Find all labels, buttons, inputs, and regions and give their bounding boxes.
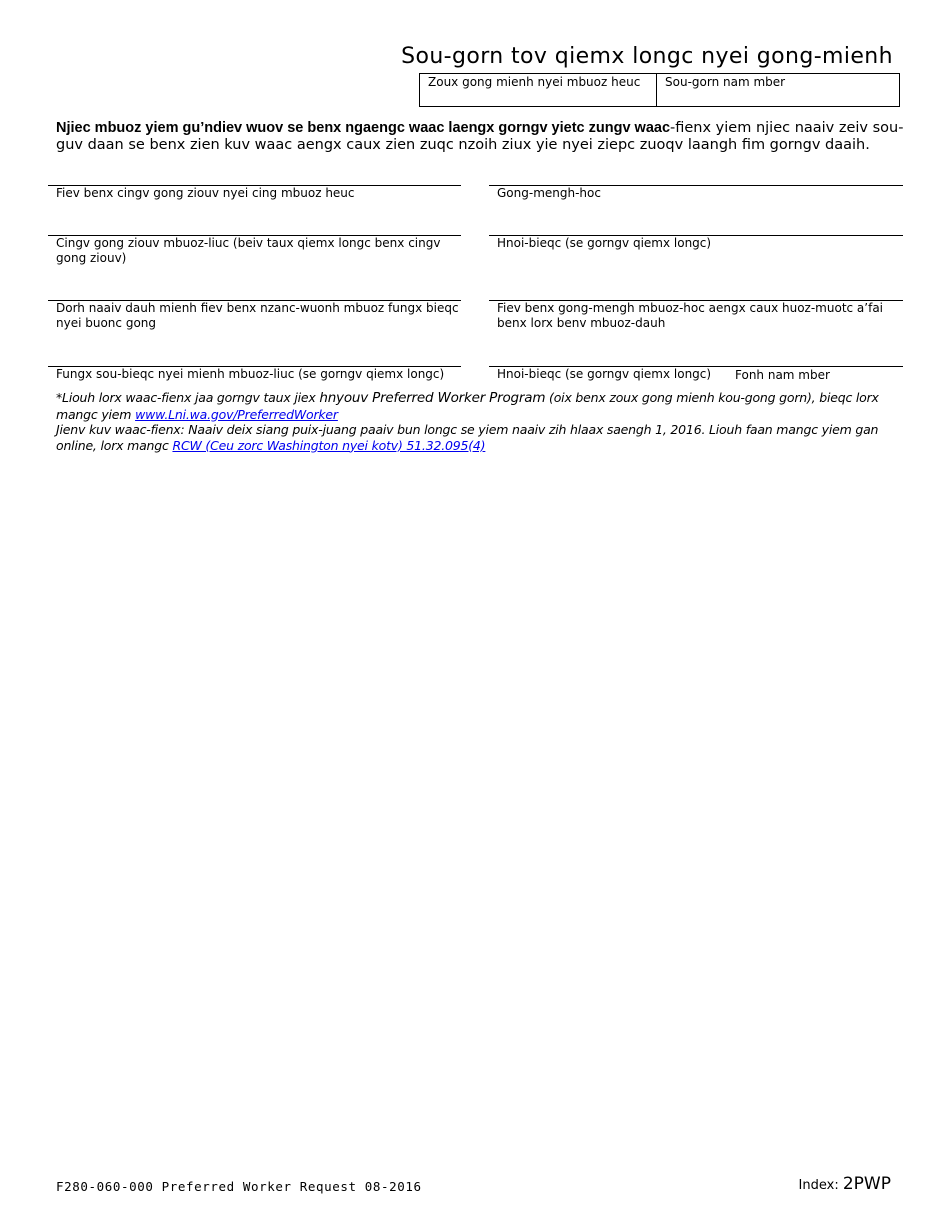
claim-id-box	[419, 73, 900, 107]
phone-number-label: Fonh nam mber	[735, 368, 830, 382]
claim-number-field[interactable]: Sou-gorn nam mber	[665, 75, 786, 89]
employer-name-label: Fiev benx cingv gong ziouv nyei cing mbuoz heuc	[56, 186, 355, 200]
note-program-info	[56, 390, 906, 422]
job-offer-label: Dorh naaiv dauh mienh fiev benx nzanc-wuonh mbuoz fungx bieqc nyei buonc gong	[56, 301, 459, 330]
instructions-rest: -fienx yiem njiec naaiv zeiv sou-guv daan se benx zien kuv waac aengx caux zien zuqc nzoih ziux yie nyei ziepc zuoqv laangh fim gorngv daaih.	[56, 120, 904, 153]
business-address-label: Fiev benx gong-mengh mbuoz-hoc aengx caux huoz-muotc a’fai benx lorx benv mbuoz-dauh	[497, 301, 884, 330]
index-value: 2PWP	[842, 1174, 891, 1194]
note-program-name: hnyouv Preferred Worker Program	[319, 390, 546, 406]
submitter-signature-label: Fungx sou-bieqc nyei mienh mbuoz-liuc (se gorngv qiemx longc)	[56, 367, 445, 381]
date-field-1[interactable]	[489, 235, 903, 300]
form-id: F280-060-000 Preferred Worker Request 08-2016	[56, 1179, 422, 1194]
note-text-a: *Liouh lorx waac-fienx jaa gorngv taux jiex	[56, 390, 320, 405]
claim-name-field[interactable]: Zoux gong mienh nyei mbuoz heuc	[420, 74, 657, 106]
note-text-c: (oix benx zoux gong mienh kou-gong gorn), bieqc lorx mangc yiem	[56, 390, 879, 422]
preferred-worker-link[interactable]: www.Lni.wa.gov/PreferredWorker	[135, 406, 338, 422]
rcw-link[interactable]: RCW (Ceu zorc Washington nyei kotv) 51.32.095(4)	[172, 437, 486, 453]
instructions-bold: Njiec mbuoz yiem gu’ndiev wuov se benx ngaengc waac laengx gorngv yietc zungv waac	[56, 120, 671, 136]
date-label-2: Hnoi-bieqc (se gorngv qiemx longc)	[497, 367, 712, 381]
business-address-field[interactable]	[489, 300, 903, 366]
employer-signature-field[interactable]	[48, 235, 461, 300]
index-label: Index:	[798, 1178, 843, 1193]
job-offer-field[interactable]	[48, 300, 461, 366]
submitter-signature-field[interactable]	[48, 366, 461, 390]
business-name-field[interactable]	[489, 185, 903, 235]
date-field-2[interactable]	[489, 366, 903, 390]
employer-name-field[interactable]	[48, 185, 461, 235]
index-code	[799, 1174, 891, 1194]
date-label-1: Hnoi-bieqc (se gorngv qiemx longc)	[497, 236, 712, 250]
page-title: Sou-gorn tov qiemx longc nyei gong-mienh	[401, 44, 893, 69]
note-legal-text: Jienv kuv waac-fienx: Naaiv deix siang puix-juang paaiv bun longc se yiem naaiv zih hlaax saengh 1, 2016. Liouh faan mangc yiem gan online, lorx mangc	[56, 422, 879, 453]
note-legal-info	[56, 422, 906, 453]
business-name-label: Gong-mengh-hoc	[497, 186, 601, 200]
employer-signature-label: Cingv gong ziouv mbuoz-liuc (beiv taux qiemx longc benx cingv gong ziouv)	[56, 236, 441, 265]
instructions-paragraph	[56, 120, 906, 154]
notes-section	[56, 390, 906, 453]
